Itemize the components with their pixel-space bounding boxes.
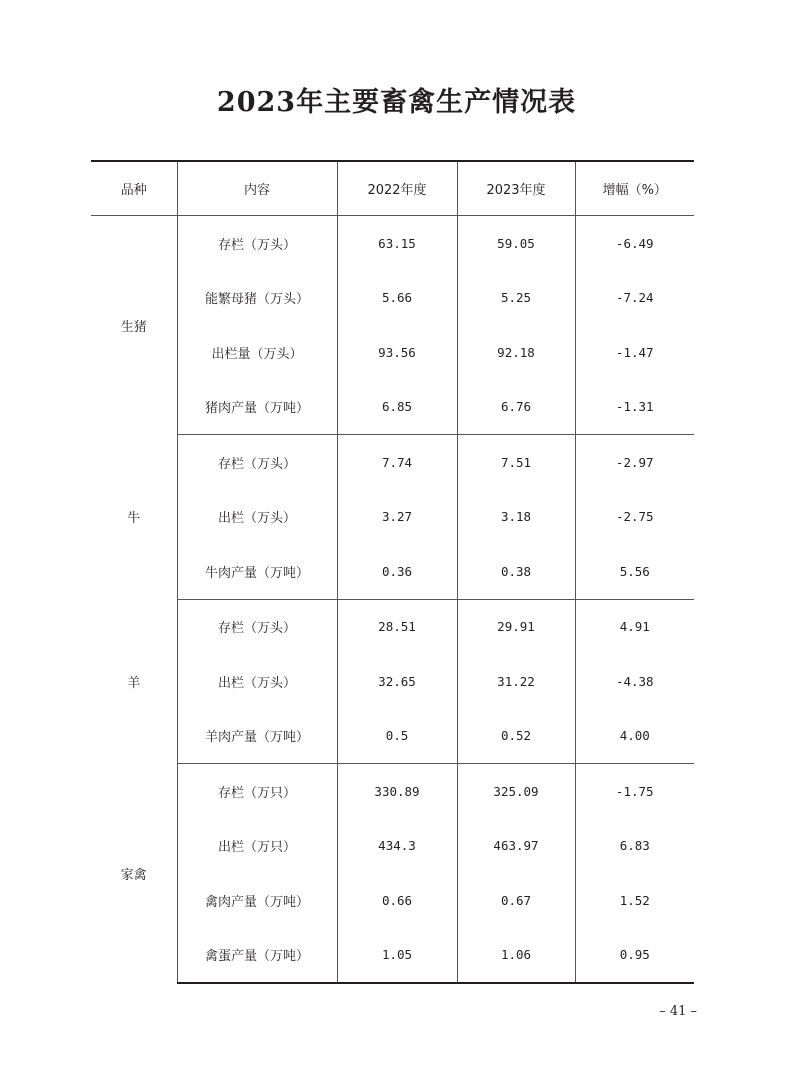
change-cell: 4.91 (575, 599, 694, 654)
table-row (91, 325, 694, 380)
item-cell: 出栏（万只） (177, 819, 337, 874)
value-2023-cell: 5.25 (457, 271, 575, 326)
item-cell: 羊肉产量（万吨） (177, 709, 337, 764)
item-cell: 猪肉产量（万吨） (177, 380, 337, 435)
table-row (91, 380, 694, 435)
header-2022: 2022年度 (337, 161, 457, 216)
page-title: 2023年主要畜禽生产情况表 (216, 87, 577, 118)
table-row (91, 216, 694, 271)
item-cell: 存栏（万头） (177, 435, 337, 490)
table-row (91, 654, 694, 709)
variety-cell: 生猪 (91, 216, 177, 435)
change-cell: -2.75 (575, 490, 694, 545)
table-row (91, 819, 694, 874)
item-cell: 出栏量（万头） (177, 325, 337, 380)
value-2022-cell: 1.05 (337, 928, 457, 984)
value-2023-cell: 0.52 (457, 709, 575, 764)
value-2023-cell: 6.76 (457, 380, 575, 435)
value-2022-cell: 434.3 (337, 819, 457, 874)
header-change: 增幅（%） (575, 161, 694, 216)
value-2022-cell: 93.56 (337, 325, 457, 380)
value-2022-cell: 6.85 (337, 380, 457, 435)
value-2023-cell: 463.97 (457, 819, 575, 874)
item-cell: 禽肉产量（万吨） (177, 873, 337, 928)
value-2022-cell: 63.15 (337, 216, 457, 271)
change-cell: -2.97 (575, 435, 694, 490)
change-cell: 6.83 (575, 819, 694, 874)
table-group (91, 216, 694, 435)
change-cell: -4.38 (575, 654, 694, 709)
value-2022-cell: 0.5 (337, 709, 457, 764)
change-cell: 4.00 (575, 709, 694, 764)
table-row (91, 271, 694, 326)
change-cell: -7.24 (575, 271, 694, 326)
variety-cell: 羊 (91, 599, 177, 764)
value-2023-cell: 1.06 (457, 928, 575, 984)
table-group (91, 764, 694, 984)
page-number: – 41 – (659, 1004, 697, 1019)
table-group (91, 599, 694, 764)
table-row (91, 764, 694, 819)
value-2022-cell: 5.66 (337, 271, 457, 326)
change-cell: -6.49 (575, 216, 694, 271)
value-2022-cell: 7.74 (337, 435, 457, 490)
header-content: 内容 (177, 161, 337, 216)
change-cell: 1.52 (575, 873, 694, 928)
value-2023-cell: 0.38 (457, 544, 575, 599)
value-2022-cell: 28.51 (337, 599, 457, 654)
table-row (91, 435, 694, 490)
value-2023-cell: 92.18 (457, 325, 575, 380)
value-2023-cell: 0.67 (457, 873, 575, 928)
table-row (91, 544, 694, 599)
change-cell: -1.75 (575, 764, 694, 819)
variety-cell: 牛 (91, 435, 177, 600)
value-2023-cell: 29.91 (457, 599, 575, 654)
value-2022-cell: 0.36 (337, 544, 457, 599)
value-2023-cell: 3.18 (457, 490, 575, 545)
value-2022-cell: 32.65 (337, 654, 457, 709)
header-variety: 品种 (91, 161, 177, 216)
table-header-row (91, 161, 694, 216)
change-cell: 5.56 (575, 544, 694, 599)
table-row (91, 928, 694, 984)
item-cell: 能繁母猪（万头） (177, 271, 337, 326)
value-2023-cell: 31.22 (457, 654, 575, 709)
table-row (91, 599, 694, 654)
item-cell: 存栏（万头） (177, 599, 337, 654)
change-cell: 0.95 (575, 928, 694, 984)
value-2022-cell: 0.66 (337, 873, 457, 928)
header-2023: 2023年度 (457, 161, 575, 216)
item-cell: 禽蛋产量（万吨） (177, 928, 337, 984)
change-cell: -1.31 (575, 380, 694, 435)
value-2023-cell: 59.05 (457, 216, 575, 271)
value-2023-cell: 325.09 (457, 764, 575, 819)
item-cell: 牛肉产量（万吨） (177, 544, 337, 599)
variety-cell: 家禽 (91, 764, 177, 984)
table-group (91, 435, 694, 600)
livestock-production-table (91, 160, 694, 984)
table-row (91, 873, 694, 928)
value-2022-cell: 3.27 (337, 490, 457, 545)
change-cell: -1.47 (575, 325, 694, 380)
item-cell: 出栏（万头） (177, 654, 337, 709)
item-cell: 出栏（万头） (177, 490, 337, 545)
table-row (91, 709, 694, 764)
value-2023-cell: 7.51 (457, 435, 575, 490)
table-row (91, 490, 694, 545)
item-cell: 存栏（万头） (177, 216, 337, 271)
value-2022-cell: 330.89 (337, 764, 457, 819)
item-cell: 存栏（万只） (177, 764, 337, 819)
